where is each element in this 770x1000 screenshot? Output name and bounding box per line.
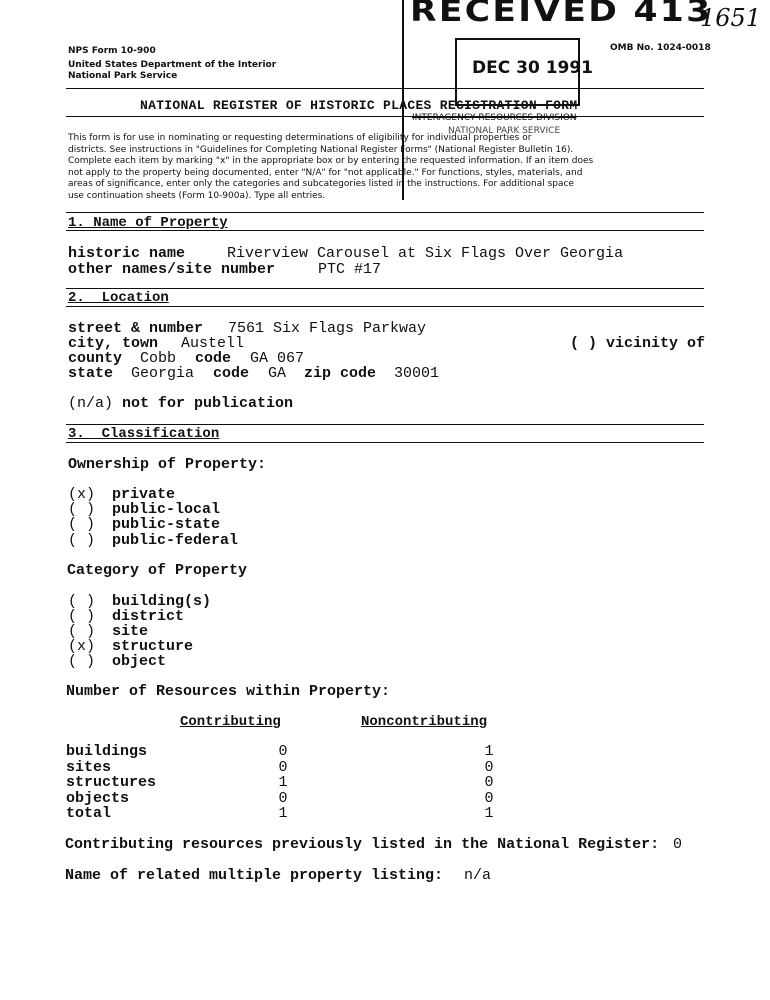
title-rule-top [66, 88, 704, 89]
ownership-label: public-federal [112, 532, 239, 549]
section-rule [66, 424, 704, 425]
category-label: building(s) [112, 593, 212, 610]
form-title: NATIONAL REGISTER OF HISTORIC PLACES REGISTRATION FORM [140, 98, 578, 113]
category-mark: ( ) [68, 623, 96, 640]
resource-noncontributing: 0 [484, 759, 494, 776]
street-label: street & number [68, 320, 204, 337]
resource-contributing: 1 [278, 774, 288, 791]
instruction-line: use continuation sheets (Form 10-900a). Type all entries. [68, 190, 326, 201]
related-listing-value: n/a [464, 867, 492, 884]
resource-noncontributing: 0 [484, 774, 494, 791]
ownership-mark: ( ) [68, 516, 96, 533]
resources-title: Number of Resources within Property: [66, 683, 391, 700]
state-code-label: code [213, 365, 250, 382]
historic-name-value: Riverview Carousel at Six Flags Over Georgia [227, 245, 624, 262]
vicinity-of: ( ) vicinity of [570, 335, 706, 352]
section-2-title: 2. Location [68, 290, 169, 306]
category-label: object [112, 653, 167, 670]
resource-contributing: 1 [278, 805, 288, 822]
contributing-header: Contributing [180, 714, 281, 730]
instruction-line: not apply to the property being documented, enter "N/A" for "not applicable." For functions, styles, materials, and [68, 167, 583, 178]
category-mark: (x) [68, 638, 96, 655]
resource-noncontributing: 0 [484, 790, 494, 807]
handwritten-number: 1651 [700, 4, 762, 32]
section-rule [66, 288, 704, 289]
instruction-line: areas of significance, enter only the categories and subcategories listed in the instructions. For additional space [68, 179, 575, 189]
strike-text-1: INTERAGENCY RESOURCES DIVISION [412, 113, 577, 123]
zip-value: 30001 [394, 365, 440, 382]
strike-text-2: NATIONAL PARK SERVICE [448, 126, 561, 136]
category-title: Category of Property [67, 562, 248, 579]
state-label: state [68, 365, 114, 382]
category-label: structure [112, 638, 194, 655]
ownership-mark: ( ) [68, 532, 96, 549]
resource-contributing: 0 [278, 743, 288, 760]
resource-label: buildings [66, 743, 148, 760]
historic-name-label: historic name [68, 245, 186, 262]
ownership-label: public-local [112, 501, 221, 518]
resource-noncontributing: 1 [484, 743, 494, 760]
other-names-label: other names/site number [68, 261, 276, 278]
category-mark: ( ) [68, 653, 96, 670]
state-value: Georgia [131, 365, 195, 382]
previously-listed-value: 0 [673, 836, 683, 853]
na-mark: (n/a) [68, 395, 114, 412]
category-label: district [112, 608, 185, 625]
not-for-publication: not for publication [122, 395, 294, 412]
received-stamp: RECEIVED 413 [410, 0, 713, 29]
city-value: Austell [181, 335, 245, 352]
omb-number: OMB No. 1024-0018 [610, 43, 711, 53]
instruction-line: districts. See instructions in "Guidelines for Completing National Register Forms" (National Register Bulletin 16). [68, 144, 574, 155]
resource-contributing: 0 [278, 790, 288, 807]
county-label: county [68, 350, 123, 367]
previously-listed-label: Contributing resources previously listed in the National Register: [65, 836, 660, 853]
resource-contributing: 0 [278, 759, 288, 776]
date-stamp: DEC 30 1991 [472, 58, 594, 78]
county-code-value: GA 067 [250, 350, 305, 367]
category-label: site [112, 623, 149, 640]
city-label: city, town [68, 335, 159, 352]
instruction-line: This form is for use in nominating or requesting determinations of eligibility for individual properties or [68, 133, 532, 143]
section-rule [66, 306, 704, 307]
resource-label: sites [66, 759, 112, 776]
instructions [68, 133, 708, 202]
section-3-title: 3. Classification [68, 426, 220, 442]
instruction-line: Complete each item by marking "x" in the appropriate box or by entering the requested information. If an item does [68, 156, 594, 166]
form-number: NPS Form 10-900 [68, 46, 156, 56]
county-value: Cobb [140, 350, 177, 367]
ownership-label: public-state [112, 516, 221, 533]
resource-label: structures [66, 774, 157, 791]
department: United States Department of the Interior [68, 60, 277, 70]
category-mark: ( ) [68, 593, 96, 610]
header-block [68, 46, 276, 82]
ownership-label: private [112, 486, 176, 503]
street-value: 7561 Six Flags Parkway [228, 320, 427, 337]
zip-label: zip code [304, 365, 377, 382]
county-code-label: code [195, 350, 232, 367]
service: National Park Service [68, 71, 178, 81]
title-rule-bottom [66, 116, 704, 117]
section-1-title: 1. Name of Property [68, 215, 228, 231]
section-rule [66, 230, 704, 231]
resource-label: total [66, 805, 112, 822]
ownership-mark: ( ) [68, 501, 96, 518]
ownership-mark: (x) [68, 486, 96, 503]
ownership-title: Ownership of Property: [68, 456, 267, 473]
noncontributing-header: Noncontributing [361, 714, 488, 730]
section-rule [66, 442, 704, 443]
state-code-value: GA [268, 365, 287, 382]
related-listing-label: Name of related multiple property listing: [65, 867, 444, 884]
other-names-value: PTC #17 [318, 261, 382, 278]
category-mark: ( ) [68, 608, 96, 625]
section-rule [66, 212, 704, 213]
resource-noncontributing: 1 [484, 805, 494, 822]
resource-label: objects [66, 790, 130, 807]
